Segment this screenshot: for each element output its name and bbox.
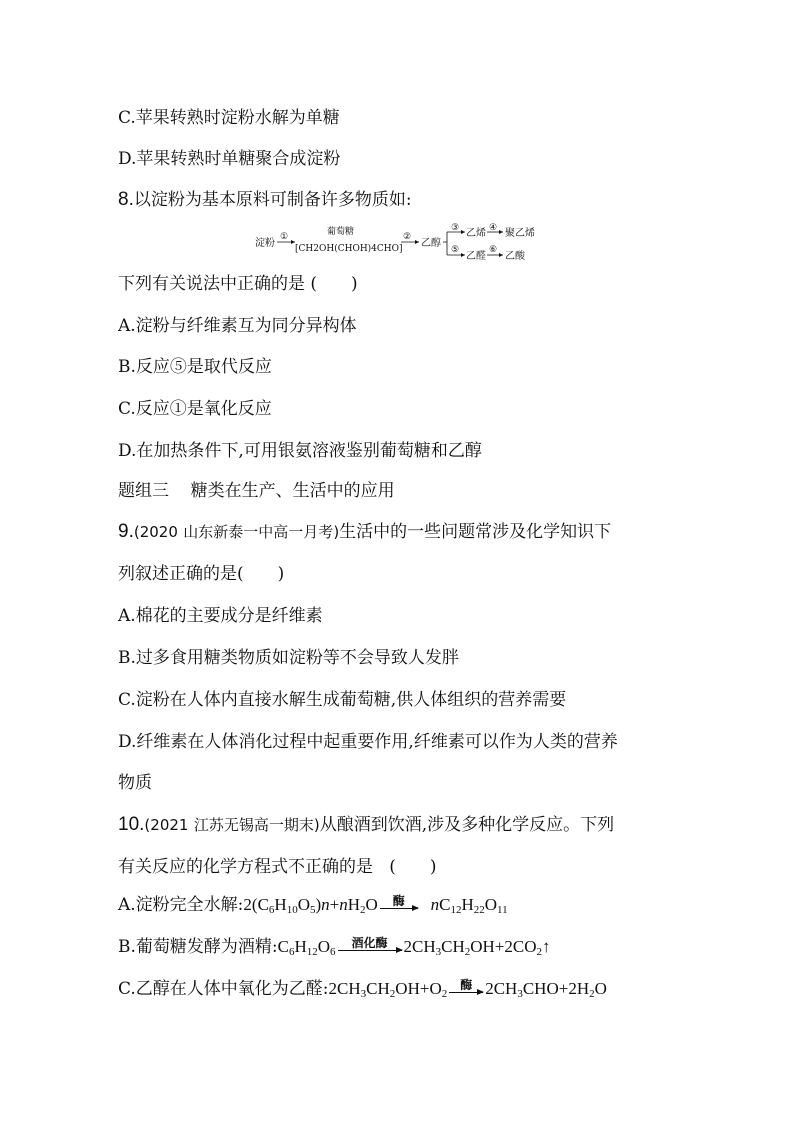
q8-option-b: B.反应⑤是取代反应	[118, 357, 272, 377]
paren-open: (	[389, 857, 396, 877]
q9-stem-line2	[118, 563, 284, 585]
q8-number: 8.	[118, 189, 134, 210]
scheme-arrowhead-4	[499, 230, 503, 234]
q9-option-b: B.过多食用糖类物质如淀粉等不会导致人发胖	[118, 648, 459, 668]
equation-b-arrow	[338, 937, 402, 959]
scheme-arrowhead-2	[415, 240, 419, 244]
q9-number: 9.	[118, 521, 134, 542]
q7-option-d: D.苹果转熟时单糖聚合成淀粉	[118, 149, 341, 169]
q9-option-a: A.棉花的主要成分是纤维素	[118, 606, 323, 626]
equation-c-condition: 酶	[460, 977, 473, 992]
q10-source: 江苏无锡高一期末	[193, 816, 314, 834]
q10-stem-line1	[118, 814, 614, 836]
scheme-step2: ②	[403, 232, 412, 242]
q9-source-close: )	[333, 523, 340, 541]
scheme-ethanol: 乙醇	[421, 238, 441, 249]
scheme-diagram	[255, 222, 555, 266]
q9-source: 山东新泰一中高一月考	[183, 523, 334, 541]
equation-c-arrow	[449, 979, 483, 1001]
scheme-glucose-label: 葡萄糖	[327, 227, 355, 237]
q8-answer-paren	[310, 274, 357, 294]
q9-stem-2: 列叙述正确的是	[118, 564, 237, 584]
paren-open: (	[237, 564, 244, 584]
q9-option-d-line2: 物质	[118, 773, 152, 793]
equation-a-arrow	[380, 895, 418, 917]
q7-option-c: C.苹果转熟时淀粉水解为单糖	[118, 108, 340, 128]
q10-number: 10.	[118, 814, 145, 835]
equation-a-reactants: $2(C_6H_{10}O_5)n+nH_2O$	[243, 895, 378, 916]
q9-answer-paren	[237, 564, 284, 584]
scheme-arrowhead-6	[499, 253, 503, 257]
scheme-step6: ⑥	[489, 245, 498, 255]
q10-stem-1: 从酿酒到饮酒,涉及多种化学反应。下列	[319, 815, 615, 835]
scheme-step1: ①	[280, 232, 289, 242]
scheme-step3: ③	[451, 223, 460, 233]
q10-stem-line2	[118, 856, 437, 878]
q10-option-c	[118, 978, 607, 1001]
scheme-step4: ④	[489, 223, 498, 233]
equation-a-condition: 酶	[392, 893, 405, 908]
q10-option-b	[118, 936, 551, 959]
group3-label: 题组三	[118, 481, 169, 501]
q10-option-a-prefix: A.淀粉完全水解:	[118, 895, 244, 915]
scheme-arrowhead-3	[461, 230, 465, 234]
scheme-arrowhead-5	[461, 253, 465, 257]
q8-question: 下列有关说法中正确的是	[118, 274, 305, 294]
q10-option-a	[118, 894, 508, 917]
q10-answer-paren	[389, 857, 436, 877]
scheme-polyethylene: 聚乙烯	[505, 228, 535, 239]
equation-b-condition: 酒化酶	[351, 935, 388, 950]
paren-close: )	[429, 857, 437, 877]
q9-stem-line1	[118, 521, 611, 543]
paren-close: )	[277, 564, 285, 584]
group3-title: 糖类在生产、生活中的应用	[190, 481, 395, 501]
equation-b-products: $2CH_3CH_2OH+2CO_2↑$	[403, 937, 551, 958]
q9-stem-1: 生活中的一些问题常涉及化学知识下	[339, 522, 612, 542]
q10-source-close: )	[313, 816, 320, 834]
scheme-starch: 淀粉	[255, 238, 275, 249]
q10-stem-2: 有关反应的化学方程式不正确的是	[118, 857, 373, 877]
q9-option-c: C.淀粉在人体内直接水解生成葡萄糖,供人体组织的营养需要	[118, 690, 567, 710]
scheme-glucose-formula: [CH2OH(CHOH)4CHO]	[295, 244, 403, 254]
q8-option-d: D.在加热条件下,可用银氨溶液鉴别葡萄糖和乙醇	[118, 441, 482, 461]
paren-close: )	[351, 274, 358, 294]
q10-option-b-prefix: B.葡萄糖发酵为酒精:	[118, 937, 278, 957]
q9-option-d-line1: D.纤维素在人体消化过程中起重要作用,纤维素可以作为人类的营养	[118, 732, 618, 752]
q8-stem: 以淀粉为基本原料可制备许多物质如:	[133, 190, 412, 210]
q8-option-c: C.反应①是氧化反应	[118, 399, 272, 419]
q9-source-open: (2020	[133, 523, 178, 541]
q8-option-a: A.淀粉与纤维素互为同分异构体	[118, 316, 357, 336]
equation-c-products: $2CH_3CHO+2H_2O$	[485, 979, 607, 1000]
equation-b-reactants: $C_6H_{12}O_6$	[277, 937, 336, 958]
scheme-ethylene: 乙烯	[466, 228, 486, 239]
q8-question-line	[118, 273, 358, 295]
equation-a-products: $nC_{12}H_{22}O_{11}$	[430, 895, 508, 916]
q10-option-c-prefix: C.乙醇在人体中氧化为乙醛:	[118, 979, 329, 999]
scheme-step5: ⑤	[451, 245, 460, 255]
equation-c-reactants: $2CH_3CH_2OH+O_2$	[328, 979, 448, 1000]
scheme-acetaldehyde: 乙醛	[466, 251, 486, 262]
q8-stem-line	[118, 189, 412, 211]
q10-source-open: (2021	[144, 816, 189, 834]
scheme-acetic-acid: 乙酸	[505, 251, 525, 262]
q8-reaction-scheme	[255, 222, 555, 266]
group3-heading	[118, 480, 395, 502]
paren-open: (	[310, 274, 318, 294]
